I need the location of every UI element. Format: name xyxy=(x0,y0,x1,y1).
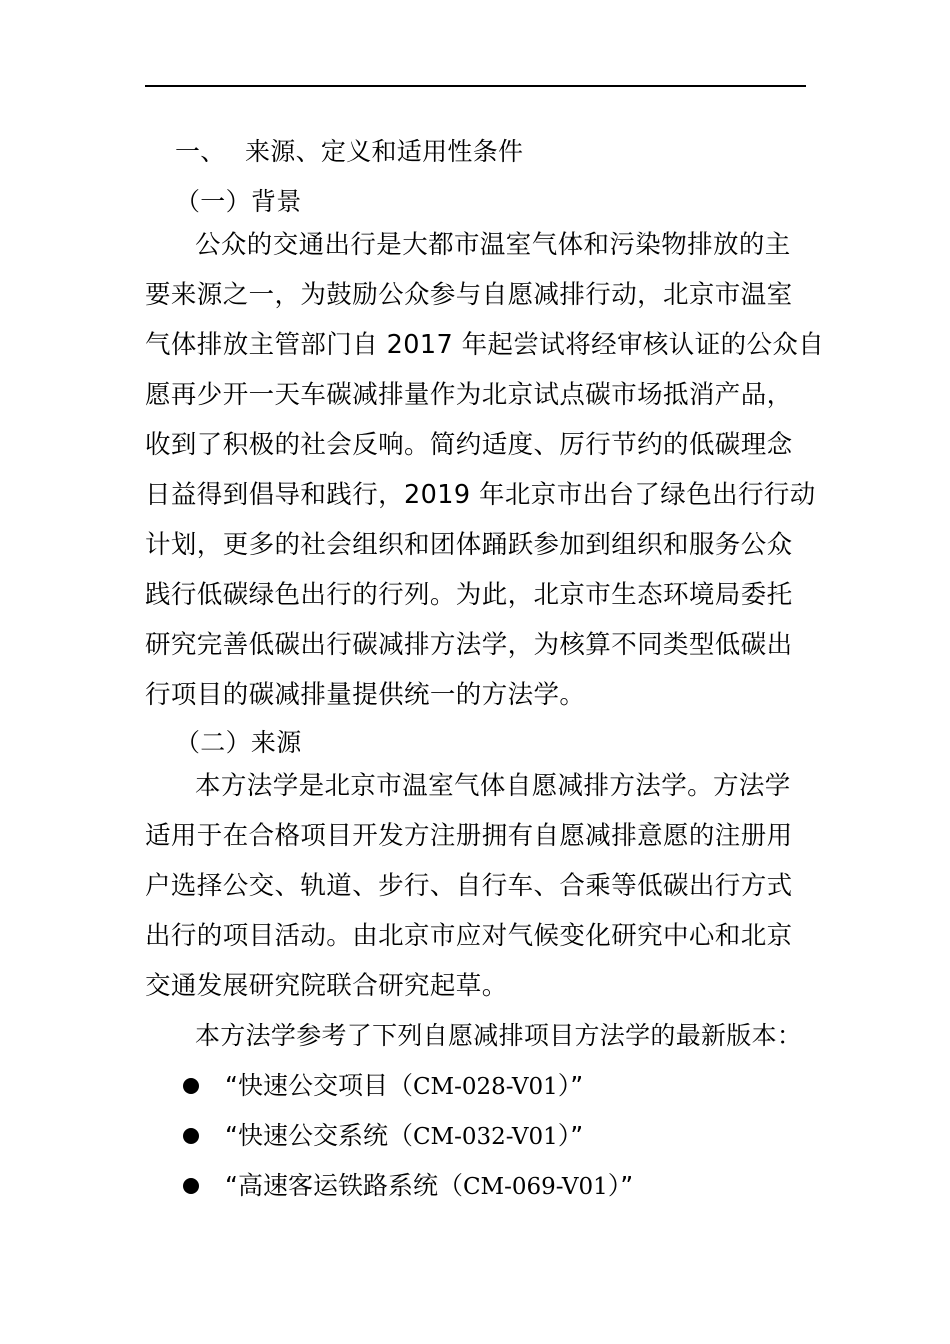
bullet-icon xyxy=(183,1128,199,1144)
paragraph-line: 适用于在合格项目开发方注册拥有自愿减排意愿的注册用 xyxy=(145,821,793,851)
paragraph-line: 收到了积极的社会反响。简约适度、厉行节约的低碳理念 xyxy=(145,430,793,460)
reference-item xyxy=(145,1111,805,1161)
reference-name: “快速公交项目（ xyxy=(225,1071,413,1100)
header-rule xyxy=(145,85,806,87)
bullet-icon xyxy=(183,1178,199,1194)
paragraph-line: 交通发展研究院联合研究起草。 xyxy=(145,971,508,1001)
paragraph-line: 出行的项目活动。由北京市应对气候变化研究中心和北京 xyxy=(145,921,793,951)
reference-item xyxy=(145,1061,805,1111)
paragraph-line: 研究完善低碳出行碳减排方法学，为核算不同类型低碳出 xyxy=(145,630,793,660)
bullet-icon xyxy=(183,1078,199,1094)
paragraph-line: 公众的交通出行是大都市温室气体和污染物排放的主 xyxy=(195,230,791,260)
reference-item xyxy=(145,1161,805,1211)
paragraph-line: 计划，更多的社会组织和团体踊跃参加到组织和服务公众 xyxy=(145,530,793,560)
reference-close: ）” xyxy=(607,1171,634,1200)
paragraph-line: 本方法学是北京市温室气体自愿减排方法学。方法学 xyxy=(195,771,791,801)
section-number: 一、 xyxy=(175,137,226,166)
reference-code: CM-069-V01 xyxy=(462,1174,608,1200)
reference-name: “快速公交系统（ xyxy=(225,1121,413,1150)
reference-intro: 本方法学参考了下列自愿减排项目方法学的最新版本： xyxy=(195,1021,803,1050)
paragraph-line: 行项目的碳减排量提供统一的方法学。 xyxy=(145,680,586,710)
paragraph-line: 要来源之一，为鼓励公众参与自愿减排行动，北京市温室 xyxy=(145,280,793,310)
paragraph-line: 日益得到倡导和践行，2019 年北京市出台了绿色出行行动 xyxy=(145,480,816,510)
reference-text xyxy=(225,1111,583,1162)
reference-text xyxy=(225,1161,633,1212)
section-title: 来源、定义和适用性条件 xyxy=(245,137,524,166)
paragraph-line: 愿再少开一天车碳减排量作为北京试点碳市场抵消产品， xyxy=(145,380,793,410)
source-heading: （二）来源 xyxy=(175,728,302,757)
paragraph-line: 户选择公交、轨道、步行、自行车、合乘等低碳出行方式 xyxy=(145,871,793,901)
background-heading: （一）背景 xyxy=(175,187,302,216)
reference-code: CM-032-V01 xyxy=(412,1124,558,1150)
reference-text xyxy=(225,1061,583,1112)
reference-close: ）” xyxy=(557,1071,584,1100)
reference-close: ）” xyxy=(557,1121,584,1150)
source-paragraph xyxy=(145,761,815,1011)
background-paragraph xyxy=(145,220,825,720)
paragraph-line: 气体排放主管部门自 2017 年起尝试将经审核认证的公众自 xyxy=(145,330,825,360)
paragraph-line: 践行低碳绿色出行的行列。为此，北京市生态环境局委托 xyxy=(145,580,793,610)
reference-name: “高速客运铁路系统（ xyxy=(225,1171,463,1200)
reference-code: CM-028-V01 xyxy=(412,1074,558,1100)
